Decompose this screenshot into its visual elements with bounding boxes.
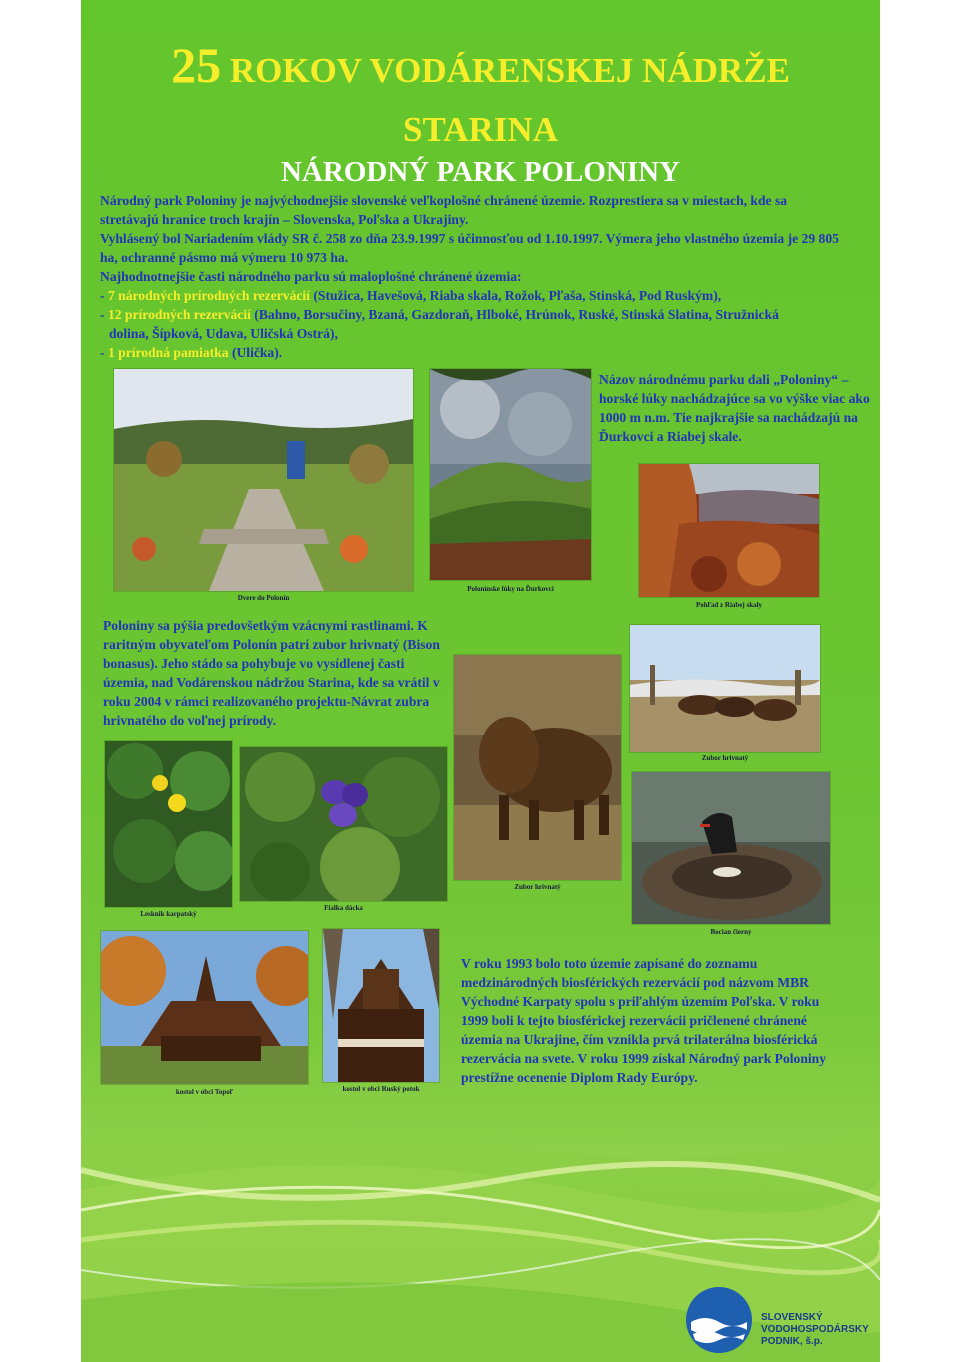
logo-line-3: PODNIK, š.p.	[761, 1336, 823, 1347]
mbr-text: V roku 1993 bolo toto územie zapísané do zoznamu medzinárodných biosférických rezervácií pod názvom MBR Východné Karpaty spolu s priľahlým územím Poľska. V roku 1999 boli k tejto biosférickej rezervácii pričlenené chránené územia na Ukrajine, čím vznikla prvá trilaterálna biosférická rezervácia na svete. V roku 1999 získal Národný park Poloniny prestížne ocenenie Diplom Rady Európy.	[461, 956, 827, 1085]
list-item-national-reserves: - 7 národných prírodných rezervácií (Stužica, Havešová, Riaba skala, Rožok, Pľaša, Stinská, Pod Ruským),	[100, 288, 722, 303]
caption-laskavec: Lesknik karpatský	[140, 910, 197, 918]
list-item-reserves-cont: dolina, Šípková, Udava, Uličská Ostrá),	[109, 326, 338, 341]
photo-dvere	[114, 369, 413, 591]
photo-topol	[101, 931, 308, 1084]
photo-zubor-herd	[630, 625, 820, 752]
list-highlight: 12 prírodných rezervácií	[107, 307, 251, 322]
caption-dvere: Dvere do Polonín	[237, 594, 290, 602]
photo-laskavec	[105, 741, 232, 907]
list-item-monument: - 1 prírodná pamiatka (Ulička).	[100, 345, 283, 360]
photo-bocian	[632, 772, 830, 924]
list-item-reserves: - 12 prírodných rezervácií (Bahno, Borsučiny, Bzaná, Gazdoraň, Hlboké, Hrúnok, Ruské, Stinská Slatina, Stružnická	[100, 307, 779, 322]
caption-riaba: Pohľad z Riabej skaly	[695, 601, 763, 609]
caption-topol: kostol v obci Topoľ	[175, 1088, 234, 1096]
title-park: NÁRODNÝ PARK POLONINY	[280, 156, 680, 188]
intro-paragraph-2: Vyhlásený bol Nariadením vlády SR č. 258 zo dňa 23.9.1997 s účinnosťou od 1.10.1997. Výmera jeho vlastného územia je 29 805 ha, ochranné pásmo má výmeru 10 973 ha.	[100, 231, 839, 265]
photo-fialka	[240, 747, 447, 901]
intro-text	[100, 191, 840, 362]
photo-riaba	[639, 464, 819, 597]
title-starina: STARINA	[403, 110, 558, 149]
photo-luky	[430, 369, 591, 580]
title-text: ROKOV VODÁRENSKEJ NÁDRŽE	[229, 51, 790, 90]
caption-fialka: Fialka dácka	[324, 904, 363, 912]
logo-icon	[685, 1286, 753, 1354]
list-highlight: 7 národných prírodných rezervácií	[107, 288, 310, 303]
caption-zubor-herd: Zubor hrivnatý	[701, 754, 749, 762]
list-highlight: 1 prírodná pamiatka	[107, 345, 229, 360]
title-number: 25	[171, 37, 222, 93]
title-line-1	[81, 36, 880, 94]
logo-line-1: SLOVENSKÝ	[761, 1312, 823, 1323]
photo-zubor	[454, 655, 621, 880]
photo-rusky	[323, 929, 439, 1082]
intro-paragraph-1: Národný park Poloniny je najvýchodnejšie slovenské veľkoplošné chránené územie. Rozprestiera sa v miestach, kde sa stretávajú hranice troch krajín – Slovenska, Poľska a Ukrajiny.	[100, 193, 788, 227]
poloniny-text: Názov národnému parku dali „Poloniny“ – horské lúky nachádzajúce sa vo výške viac ako 1000 m n.m. Tie najkrajšie sa nachádzajú na Ďurkovci a Riabej skale.	[599, 372, 870, 444]
caption-luky: Polonínske lúky na Ďurkovci	[467, 585, 554, 593]
intro-paragraph-3: Najhodnotnejšie časti národného parku sú maloplošné chránené územia:	[100, 269, 522, 284]
caption-zubor: Zubor hrivnatý	[514, 883, 561, 891]
poster	[81, 0, 880, 1362]
caption-bocian: Bocian čierny	[710, 928, 752, 936]
logo-line-2: VODOHOSPODÁRSKY	[761, 1324, 869, 1335]
flora-text: Poloniny sa pýšia predovšetkým vzácnymi rastlinami. K raritným obyvateľom Polonín patrí zubor hrivnatý (Bison bonasus). Jeho stádo sa pohybuje vo vysídlenej časti územia, nad Vodárenskou nádržou Starina, kde sa vrátil v roku 2004 v rámci realizovaného projektu-Návrat zubra hrivnatého do voľnej prírody.	[103, 618, 440, 728]
logo-text	[761, 1312, 869, 1348]
caption-rusky: kostol v obci Ruský potok	[342, 1085, 420, 1093]
